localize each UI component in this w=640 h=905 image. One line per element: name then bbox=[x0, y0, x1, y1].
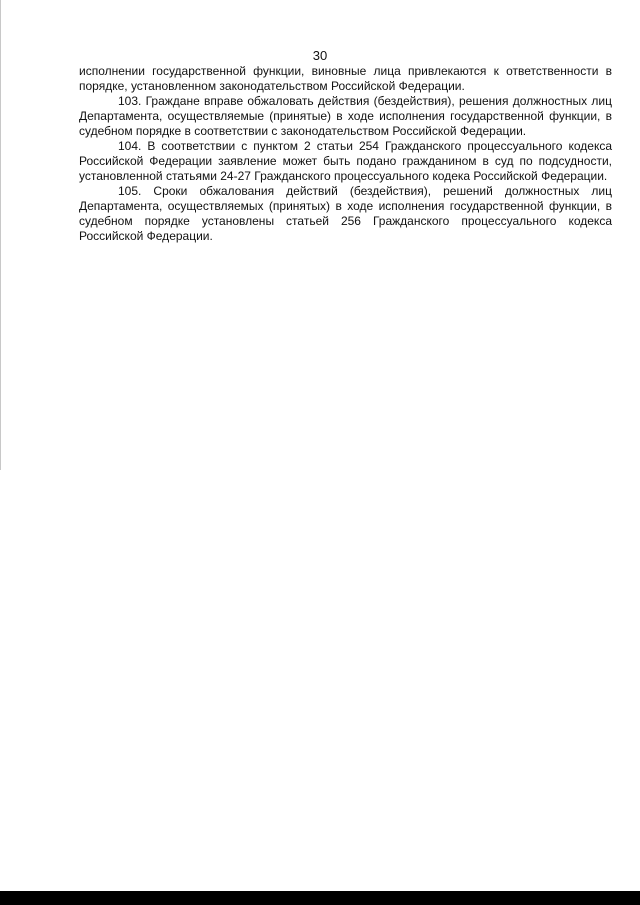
paragraph-105: 105. Сроки обжалования действий (бездействия), решений должностных лиц Департамента, осуществляемых (принятых) в ходе исполнения государственной функции, в судебном порядке установлены статьей 256 Гражданского процессуального кодекса Российской Федерации. bbox=[79, 184, 612, 243]
paragraph-continuation: исполнении государственной функции, виновные лица привлекаются к ответственности в порядке, установленном законодательством Российской Федерации. bbox=[79, 64, 612, 93]
page-number: 30 bbox=[312, 48, 328, 63]
document-body bbox=[79, 64, 612, 244]
scan-bottom-border bbox=[0, 891, 640, 905]
scan-edge-line bbox=[0, 0, 1, 470]
paragraph-104: 104. В соответствии с пунктом 2 статьи 254 Гражданского процессуального кодекса Российской Федерации заявление может быть подано гражданином в суд по подсудности, установленной статьями 24-27 Гражданского процессуального кодека Российской Федерации. bbox=[79, 139, 612, 183]
paragraph-103: 103. Граждане вправе обжаловать действия (бездействия), решения должностных лиц Департамента, осуществляемые (принятые) в ходе исполнения государственной функции, в судебном порядке в соответствии с законодательством Российской Федерации. bbox=[79, 94, 612, 138]
